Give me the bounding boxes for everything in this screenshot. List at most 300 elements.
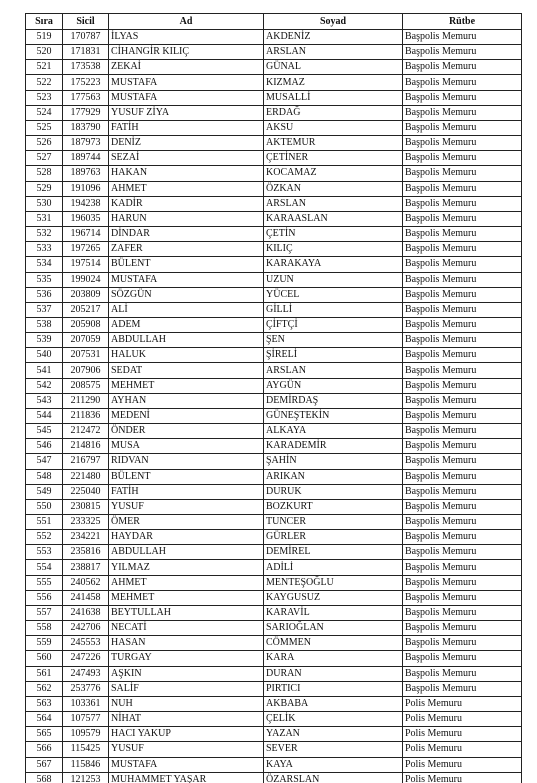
cell-sicil: 230815 <box>63 499 109 514</box>
cell-rutbe: Başpolis Memuru <box>403 181 522 196</box>
cell-soyad: AYGÜN <box>264 378 403 393</box>
cell-ad: HASAN <box>109 636 264 651</box>
cell-rutbe: Polis Memuru <box>403 757 522 772</box>
cell-soyad: ÇETİNER <box>264 151 403 166</box>
cell-sicil: 242706 <box>63 621 109 636</box>
cell-rutbe: Başpolis Memuru <box>403 166 522 181</box>
table-row <box>26 317 522 332</box>
cell-ad: ZEKAİ <box>109 60 264 75</box>
cell-ad: İLYAS <box>109 30 264 45</box>
table-row <box>26 605 522 620</box>
cell-ad: DENİZ <box>109 136 264 151</box>
cell-sicil: 234221 <box>63 530 109 545</box>
cell-soyad: ARIKAN <box>264 469 403 484</box>
cell-rutbe: Başpolis Memuru <box>403 530 522 545</box>
cell-ad: BÜLENT <box>109 469 264 484</box>
cell-soyad: AKTEMUR <box>264 136 403 151</box>
table-row <box>26 120 522 135</box>
cell-soyad: ARSLAN <box>264 363 403 378</box>
cell-ad: HAYDAR <box>109 530 264 545</box>
cell-sicil: 241638 <box>63 605 109 620</box>
table-body <box>26 30 522 783</box>
cell-sicil: 207059 <box>63 333 109 348</box>
table-row <box>26 636 522 651</box>
table-row <box>26 90 522 105</box>
cell-sira: 542 <box>26 378 63 393</box>
cell-soyad: SEVER <box>264 742 403 757</box>
cell-rutbe: Polis Memuru <box>403 727 522 742</box>
table-row <box>26 484 522 499</box>
table-row <box>26 227 522 242</box>
cell-ad: ÖNDER <box>109 424 264 439</box>
table-row <box>26 45 522 60</box>
table-row <box>26 393 522 408</box>
cell-sicil: 235816 <box>63 545 109 560</box>
cell-ad: BEYTULLAH <box>109 605 264 620</box>
table-row <box>26 105 522 120</box>
cell-rutbe: Başpolis Memuru <box>403 151 522 166</box>
cell-ad: ZAFER <box>109 242 264 257</box>
cell-ad: AHMET <box>109 575 264 590</box>
table-row <box>26 333 522 348</box>
cell-rutbe: Başpolis Memuru <box>403 363 522 378</box>
cell-sira: 567 <box>26 757 63 772</box>
cell-sicil: 247493 <box>63 666 109 681</box>
cell-sicil: 238817 <box>63 560 109 575</box>
cell-sira: 528 <box>26 166 63 181</box>
cell-sicil: 177929 <box>63 105 109 120</box>
cell-rutbe: Başpolis Memuru <box>403 120 522 135</box>
cell-soyad: ARSLAN <box>264 196 403 211</box>
cell-ad: AŞKIN <box>109 666 264 681</box>
cell-sira: 543 <box>26 393 63 408</box>
cell-sira: 520 <box>26 45 63 60</box>
cell-sicil: 216797 <box>63 454 109 469</box>
table-row <box>26 560 522 575</box>
cell-ad: NİHAT <box>109 712 264 727</box>
cell-sicil: 225040 <box>63 484 109 499</box>
table-row <box>26 151 522 166</box>
cell-sira: 562 <box>26 681 63 696</box>
cell-sicil: 205908 <box>63 317 109 332</box>
cell-rutbe: Polis Memuru <box>403 696 522 711</box>
cell-sicil: 121253 <box>63 772 109 783</box>
cell-sira: 551 <box>26 515 63 530</box>
cell-soyad: DURAN <box>264 666 403 681</box>
table-row <box>26 742 522 757</box>
cell-soyad: PIRTICI <box>264 681 403 696</box>
cell-sicil: 187973 <box>63 136 109 151</box>
cell-rutbe: Polis Memuru <box>403 712 522 727</box>
cell-soyad: KAYGUSUZ <box>264 590 403 605</box>
cell-sira: 565 <box>26 727 63 742</box>
cell-ad: DİNDAR <box>109 227 264 242</box>
cell-sicil: 107577 <box>63 712 109 727</box>
table-row <box>26 424 522 439</box>
cell-ad: HAKAN <box>109 166 264 181</box>
cell-sicil: 207906 <box>63 363 109 378</box>
cell-ad: HACI YAKUP <box>109 727 264 742</box>
cell-sira: 560 <box>26 651 63 666</box>
cell-soyad: MUSALLİ <box>264 90 403 105</box>
cell-sira: 522 <box>26 75 63 90</box>
cell-soyad: KARAVİL <box>264 605 403 620</box>
table-row <box>26 257 522 272</box>
table-row <box>26 515 522 530</box>
header-rutbe: Rütbe <box>403 14 522 30</box>
table-row <box>26 454 522 469</box>
cell-soyad: SARIOĞLAN <box>264 621 403 636</box>
cell-ad: ABDULLAH <box>109 333 264 348</box>
cell-rutbe: Başpolis Memuru <box>403 621 522 636</box>
cell-rutbe: Başpolis Memuru <box>403 287 522 302</box>
cell-sicil: 173538 <box>63 60 109 75</box>
cell-sira: 524 <box>26 105 63 120</box>
table-row <box>26 545 522 560</box>
cell-rutbe: Başpolis Memuru <box>403 499 522 514</box>
cell-ad: NECATİ <box>109 621 264 636</box>
cell-sira: 526 <box>26 136 63 151</box>
cell-rutbe: Başpolis Memuru <box>403 60 522 75</box>
cell-soyad: KARAASLAN <box>264 211 403 226</box>
cell-ad: ÖMER <box>109 515 264 530</box>
cell-sira: 519 <box>26 30 63 45</box>
cell-sira: 554 <box>26 560 63 575</box>
header-ad: Ad <box>109 14 264 30</box>
cell-ad: KADİR <box>109 196 264 211</box>
cell-rutbe: Başpolis Memuru <box>403 469 522 484</box>
cell-ad: SEZAİ <box>109 151 264 166</box>
cell-ad: YUSUF ZİYA <box>109 105 264 120</box>
cell-sicil: 240562 <box>63 575 109 590</box>
cell-rutbe: Başpolis Memuru <box>403 333 522 348</box>
cell-sira: 541 <box>26 363 63 378</box>
cell-soyad: TUNCER <box>264 515 403 530</box>
header-sicil: Sicil <box>63 14 109 30</box>
cell-ad: TURGAY <box>109 651 264 666</box>
cell-ad: SALİF <box>109 681 264 696</box>
cell-soyad: GÜNEŞTEKİN <box>264 408 403 423</box>
cell-sicil: 189763 <box>63 166 109 181</box>
table-row <box>26 696 522 711</box>
cell-sicil: 170787 <box>63 30 109 45</box>
cell-rutbe: Başpolis Memuru <box>403 424 522 439</box>
cell-rutbe: Başpolis Memuru <box>403 393 522 408</box>
cell-rutbe: Başpolis Memuru <box>403 651 522 666</box>
cell-sicil: 241458 <box>63 590 109 605</box>
cell-soyad: AKSU <box>264 120 403 135</box>
cell-rutbe: Başpolis Memuru <box>403 317 522 332</box>
cell-rutbe: Başpolis Memuru <box>403 45 522 60</box>
cell-ad: SEDAT <box>109 363 264 378</box>
cell-soyad: ÇETİN <box>264 227 403 242</box>
cell-sira: 566 <box>26 742 63 757</box>
table-row <box>26 166 522 181</box>
cell-soyad: KAYA <box>264 757 403 772</box>
cell-sicil: 247226 <box>63 651 109 666</box>
cell-rutbe: Başpolis Memuru <box>403 75 522 90</box>
cell-sicil: 103361 <box>63 696 109 711</box>
table-row <box>26 772 522 783</box>
cell-sicil: 245553 <box>63 636 109 651</box>
cell-sira: 561 <box>26 666 63 681</box>
cell-ad: ADEM <box>109 317 264 332</box>
cell-ad: MUSTAFA <box>109 272 264 287</box>
cell-sicil: 175223 <box>63 75 109 90</box>
personnel-table <box>25 13 522 783</box>
table-row <box>26 363 522 378</box>
cell-rutbe: Başpolis Memuru <box>403 242 522 257</box>
cell-ad: MUSA <box>109 439 264 454</box>
table-row <box>26 302 522 317</box>
cell-soyad: ADİLİ <box>264 560 403 575</box>
cell-soyad: YÜCEL <box>264 287 403 302</box>
cell-rutbe: Başpolis Memuru <box>403 605 522 620</box>
cell-rutbe: Başpolis Memuru <box>403 666 522 681</box>
cell-ad: YUSUF <box>109 742 264 757</box>
cell-sira: 549 <box>26 484 63 499</box>
cell-sira: 523 <box>26 90 63 105</box>
cell-soyad: AKBABA <box>264 696 403 711</box>
cell-sicil: 109579 <box>63 727 109 742</box>
cell-rutbe: Başpolis Memuru <box>403 590 522 605</box>
header-row <box>26 14 522 30</box>
header-soyad: Soyad <box>264 14 403 30</box>
header-sira: Sıra <box>26 14 63 30</box>
cell-ad: MEHMET <box>109 590 264 605</box>
cell-sicil: 221480 <box>63 469 109 484</box>
cell-sira: 531 <box>26 211 63 226</box>
table-row <box>26 196 522 211</box>
cell-soyad: ŞİRELİ <box>264 348 403 363</box>
cell-sicil: 203809 <box>63 287 109 302</box>
cell-sira: 568 <box>26 772 63 783</box>
cell-rutbe: Başpolis Memuru <box>403 545 522 560</box>
cell-sira: 555 <box>26 575 63 590</box>
cell-sira: 553 <box>26 545 63 560</box>
table-row <box>26 242 522 257</box>
cell-soyad: KARADEMİR <box>264 439 403 454</box>
cell-sira: 530 <box>26 196 63 211</box>
cell-ad: RIDVAN <box>109 454 264 469</box>
cell-rutbe: Başpolis Memuru <box>403 257 522 272</box>
cell-soyad: KIZMAZ <box>264 75 403 90</box>
table-row <box>26 272 522 287</box>
cell-sira: 558 <box>26 621 63 636</box>
cell-rutbe: Başpolis Memuru <box>403 575 522 590</box>
table-row <box>26 757 522 772</box>
table-row <box>26 348 522 363</box>
cell-rutbe: Başpolis Memuru <box>403 484 522 499</box>
table-row <box>26 136 522 151</box>
cell-rutbe: Polis Memuru <box>403 742 522 757</box>
cell-soyad: ÖZKAN <box>264 181 403 196</box>
cell-rutbe: Başpolis Memuru <box>403 272 522 287</box>
cell-sira: 544 <box>26 408 63 423</box>
cell-ad: MUSTAFA <box>109 75 264 90</box>
cell-ad: SÖZGÜN <box>109 287 264 302</box>
cell-ad: HALUK <box>109 348 264 363</box>
cell-sira: 535 <box>26 272 63 287</box>
cell-ad: FATİH <box>109 484 264 499</box>
cell-soyad: CÖMMEN <box>264 636 403 651</box>
cell-ad: YUSUF <box>109 499 264 514</box>
cell-rutbe: Başpolis Memuru <box>403 378 522 393</box>
cell-sira: 537 <box>26 302 63 317</box>
table-row <box>26 666 522 681</box>
cell-sira: 564 <box>26 712 63 727</box>
cell-sira: 547 <box>26 454 63 469</box>
cell-sira: 545 <box>26 424 63 439</box>
cell-sira: 550 <box>26 499 63 514</box>
cell-soyad: YAZAN <box>264 727 403 742</box>
cell-soyad: ÇELİK <box>264 712 403 727</box>
cell-sicil: 171831 <box>63 45 109 60</box>
cell-ad: AYHAN <box>109 393 264 408</box>
cell-sicil: 207531 <box>63 348 109 363</box>
table-row <box>26 575 522 590</box>
cell-ad: ABDULLAH <box>109 545 264 560</box>
cell-rutbe: Başpolis Memuru <box>403 515 522 530</box>
table-row <box>26 712 522 727</box>
cell-sicil: 208575 <box>63 378 109 393</box>
cell-rutbe: Başpolis Memuru <box>403 30 522 45</box>
cell-ad: YILMAZ <box>109 560 264 575</box>
cell-soyad: KILIÇ <box>264 242 403 257</box>
cell-soyad: DEMİREL <box>264 545 403 560</box>
cell-sicil: 211836 <box>63 408 109 423</box>
cell-sira: 532 <box>26 227 63 242</box>
cell-rutbe: Başpolis Memuru <box>403 348 522 363</box>
cell-ad: FATİH <box>109 120 264 135</box>
cell-soyad: ALKAYA <box>264 424 403 439</box>
table-row <box>26 469 522 484</box>
cell-rutbe: Başpolis Memuru <box>403 302 522 317</box>
cell-rutbe: Başpolis Memuru <box>403 105 522 120</box>
cell-sira: 529 <box>26 181 63 196</box>
cell-rutbe: Polis Memuru <box>403 772 522 783</box>
cell-rutbe: Başpolis Memuru <box>403 681 522 696</box>
cell-ad: BÜLENT <box>109 257 264 272</box>
cell-sicil: 196035 <box>63 211 109 226</box>
cell-ad: HARUN <box>109 211 264 226</box>
cell-rutbe: Başpolis Memuru <box>403 211 522 226</box>
cell-sicil: 199024 <box>63 272 109 287</box>
cell-rutbe: Başpolis Memuru <box>403 439 522 454</box>
table-row <box>26 727 522 742</box>
cell-sicil: 115425 <box>63 742 109 757</box>
cell-rutbe: Başpolis Memuru <box>403 560 522 575</box>
cell-sicil: 214816 <box>63 439 109 454</box>
cell-sira: 538 <box>26 317 63 332</box>
cell-soyad: ERDAĞ <box>264 105 403 120</box>
cell-sicil: 211290 <box>63 393 109 408</box>
cell-ad: MUHAMMET YAŞAR <box>109 772 264 783</box>
cell-soyad: ŞAHİN <box>264 454 403 469</box>
table-row <box>26 681 522 696</box>
cell-sira: 525 <box>26 120 63 135</box>
cell-sicil: 183790 <box>63 120 109 135</box>
cell-soyad: ŞEN <box>264 333 403 348</box>
cell-soyad: UZUN <box>264 272 403 287</box>
cell-soyad: BOZKURT <box>264 499 403 514</box>
cell-sicil: 197265 <box>63 242 109 257</box>
table-row <box>26 75 522 90</box>
cell-rutbe: Başpolis Memuru <box>403 136 522 151</box>
table-row <box>26 439 522 454</box>
table-row <box>26 590 522 605</box>
cell-sicil: 196714 <box>63 227 109 242</box>
cell-soyad: DEMİRDAŞ <box>264 393 403 408</box>
cell-soyad: DURUK <box>264 484 403 499</box>
cell-rutbe: Başpolis Memuru <box>403 636 522 651</box>
cell-ad: NUH <box>109 696 264 711</box>
cell-sicil: 189744 <box>63 151 109 166</box>
table-row <box>26 651 522 666</box>
cell-sira: 533 <box>26 242 63 257</box>
table-row <box>26 408 522 423</box>
cell-sicil: 177563 <box>63 90 109 105</box>
cell-sicil: 233325 <box>63 515 109 530</box>
table-row <box>26 60 522 75</box>
cell-sira: 536 <box>26 287 63 302</box>
table-row <box>26 211 522 226</box>
cell-ad: MEHMET <box>109 378 264 393</box>
cell-ad: CİHANGİR KILIÇ <box>109 45 264 60</box>
cell-sira: 527 <box>26 151 63 166</box>
cell-sicil: 191096 <box>63 181 109 196</box>
cell-sira: 539 <box>26 333 63 348</box>
cell-sira: 552 <box>26 530 63 545</box>
cell-soyad: GÜRLER <box>264 530 403 545</box>
cell-sira: 540 <box>26 348 63 363</box>
cell-soyad: GÜNAL <box>264 60 403 75</box>
table-row <box>26 621 522 636</box>
cell-sira: 534 <box>26 257 63 272</box>
cell-sira: 521 <box>26 60 63 75</box>
cell-sira: 557 <box>26 605 63 620</box>
table-row <box>26 499 522 514</box>
cell-rutbe: Başpolis Memuru <box>403 90 522 105</box>
cell-sicil: 253776 <box>63 681 109 696</box>
cell-soyad: KARA <box>264 651 403 666</box>
cell-sira: 548 <box>26 469 63 484</box>
table-row <box>26 530 522 545</box>
cell-rutbe: Başpolis Memuru <box>403 408 522 423</box>
table-header <box>26 14 522 30</box>
cell-sicil: 194238 <box>63 196 109 211</box>
cell-soyad: ÖZARSLAN <box>264 772 403 783</box>
cell-sicil: 205217 <box>63 302 109 317</box>
cell-sicil: 197514 <box>63 257 109 272</box>
table-row <box>26 30 522 45</box>
cell-sira: 559 <box>26 636 63 651</box>
table-row <box>26 181 522 196</box>
cell-ad: MUSTAFA <box>109 90 264 105</box>
cell-ad: ALİ <box>109 302 264 317</box>
cell-soyad: AKDENİZ <box>264 30 403 45</box>
cell-ad: MEDENİ <box>109 408 264 423</box>
cell-sira: 563 <box>26 696 63 711</box>
cell-soyad: KARAKAYA <box>264 257 403 272</box>
cell-soyad: MENTEŞOĞLU <box>264 575 403 590</box>
cell-sira: 546 <box>26 439 63 454</box>
table-row <box>26 287 522 302</box>
cell-soyad: KOCAMAZ <box>264 166 403 181</box>
cell-rutbe: Başpolis Memuru <box>403 454 522 469</box>
cell-ad: AHMET <box>109 181 264 196</box>
cell-soyad: ÇİFTÇİ <box>264 317 403 332</box>
